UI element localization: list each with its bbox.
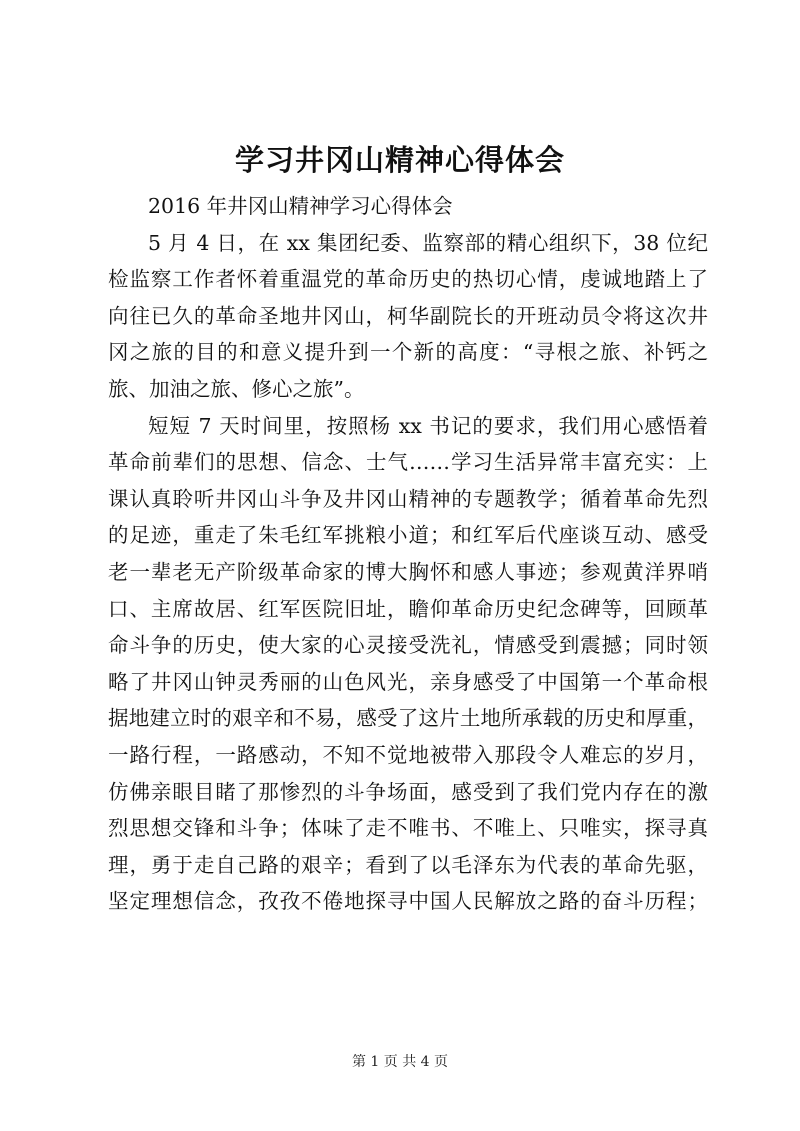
paragraph-line: 短短 7 天时间里，按照杨 xx 书记的要求，我们用心感悟着 [148,413,708,438]
page-footer: 第 1 页 共 4 页 [351,1054,449,1070]
paragraph-line: 略了井冈山钟灵秀丽的山色风光，亲身感受了中国第一个革命根 [108,669,708,694]
paragraph-line: 坚定理想信念，孜孜不倦地探寻中国人民解放之路的奋斗历程； [108,889,708,914]
paragraph-line: 老一辈老无产阶级革命家的博大胸怀和感人事迹；参观黄洋界哨 [108,559,708,584]
paragraph-line: 仿佛亲眼目睹了那惨烈的斗争场面，感受到了我们党内存在的激 [108,779,708,804]
paragraph-line: 命斗争的历史，使大家的心灵接受洗礼，情感受到震撼；同时领 [108,633,708,658]
document-body [108,188,708,920]
paragraph-line: 理，勇于走自己路的艰辛；看到了以毛泽东为代表的革命先驱， [108,852,708,877]
paragraph-line: 革命前辈们的思想、信念、士气……学习生活异常丰富充实：上 [108,450,708,475]
paragraph-line: 课认真聆听井冈山斗争及井冈山精神的专题教学；循着革命先烈 [108,486,708,511]
paragraph-line: 烈思想交锋和斗争；体味了走不唯书、不唯上、只唯实，探寻真 [108,816,708,841]
paragraph-line: 口、主席故居、红军医院旧址，瞻仰革命历史纪念碑等，回顾革 [108,596,708,621]
document-subtitle: 2016 年井冈山精神学习心得体会 [148,194,453,218]
paragraph-line: 5 月 4 日，在 xx 集团纪委、监察部的精心组织下，38 位纪 [148,230,708,255]
paragraph-line: 旅、加油之旅、修心之旅”。 [108,376,365,401]
paragraph-line: 的足迹，重走了朱毛红军挑粮小道；和红军后代座谈互动、感受 [108,523,708,548]
paragraph-line: 向往已久的革命圣地井冈山，柯华副院长的开班动员令将这次井 [108,303,708,328]
paragraph-line: 一路行程，一路感动，不知不觉地被带入那段令人难忘的岁月， [108,742,708,767]
document-title: 学习井冈山精神心得体会 [234,143,565,177]
paragraph-line: 检监察工作者怀着重温党的革命历史的热切心情，虔诚地踏上了 [108,267,708,292]
paragraph-line: 据地建立时的艰辛和不易，感受了这片土地所承载的历史和厚重， [108,706,708,731]
paragraph-line: 冈之旅的目的和意义提升到一个新的高度：“寻根之旅、补钙之 [108,340,708,365]
